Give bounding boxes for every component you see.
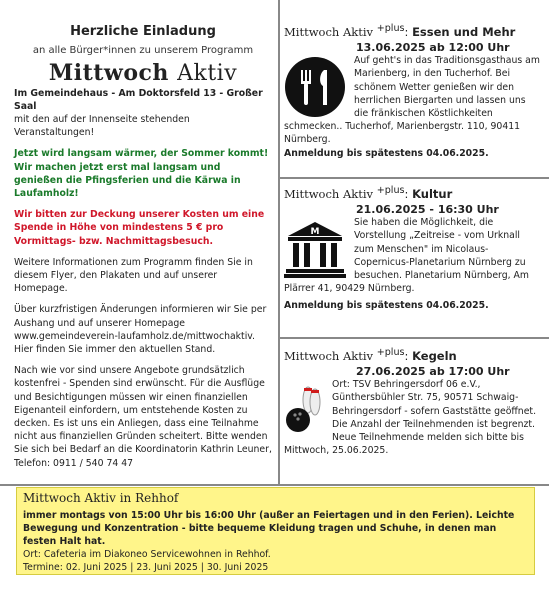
- divider-1: [280, 177, 549, 179]
- rehhof-line3: Termine: 02. Juni 2025 | 23. Juni 2025 | 30. Juni 2025: [23, 562, 269, 573]
- event-date: 21.06.2025 - 16:30 Uhr: [356, 203, 499, 217]
- fork-knife-icon: [284, 56, 346, 118]
- heading: Herzliche Einladung: [70, 24, 216, 39]
- phone: Telefon: 0911 / 540 74 47: [14, 457, 134, 469]
- location: Im Gemeindehaus - Am Doktorsfeld 13 - Großer Saal: [14, 87, 263, 112]
- deadline: Anmeldung bis spätestens 04.06.2025.: [284, 300, 489, 312]
- svg-text:M: M: [310, 227, 320, 238]
- divider-2: [280, 337, 549, 339]
- column-divider: [278, 0, 280, 485]
- rehhof-box: [16, 487, 535, 575]
- event-body: Auf geht's in das Traditionsgasthaus am Marienberg, in den Tucherhof. Bei schönem Wetter genießen wir den herrlichen Biergarten und lassen uns die fränkischen Köstlichkeiten schmecken.. Tucherhof, Marienbergstr. 110, 90411 Nürnberg.: [284, 55, 540, 146]
- event-kegeln: Mittwoch Aktiv $^{+plus}$: Kegeln 27.06.2025 ab 17:00 Uhr Ort: TSV Behringersdorf 06 e.V., Günthersbühler Str. 75, 90571 Schwaig-Behringersdorf - sofern Gaststätte geöffnet. Die Anzahl der Teilnehmenden ist begrenzt. Neue Teilnehmende melden sich bitte bis Mittwoch, 25.06.2025.: [284, 346, 542, 457]
- event-body: Sie haben die Möglichkeit, die Vorstellung „Zeitreise - vom Urknall zum Menschen" im Nicolaus-Copernicus-Planetarium Nürnberg zu besuchen. Planetarium Nürnberg, Am Plärrer 41, 90429 Nürnberg.: [284, 217, 529, 295]
- deadline: Anmeldung bis spätestens 04.06.2025.: [284, 147, 489, 159]
- donation-text: Wir bitten zur Deckung unserer Kosten um eine Spende in Höhe von mindestens 5 € pro Vormittags- bzw. Nachmittagsbesuch.: [14, 209, 265, 247]
- info-2: Über kurzfristigen Änderungen informieren wir Sie per Aushang und auf unserer Homepage www.gemeindeverein-laufamholz.de/mittwochaktiv. Hier finden Sie immer den aktuellen Stand.: [14, 304, 267, 356]
- info-1: Weitere Informationen zum Programm finden Sie in diesem Flyer, den Plakaten und auf unserer Homepage.: [14, 256, 253, 295]
- green-text: Jetzt wird langsam wärmer, der Sommer kommt! Wir machen jetzt erst mal langsam und genießen die Pfingsferien und die Kärwa in Laufamholz!: [14, 148, 269, 200]
- subheading: an alle Bürger*innen zu unserem Programm: [32, 45, 254, 57]
- divider-3: [0, 484, 549, 486]
- event-body: Ort: TSV Behringersdorf 06 e.V., Günthersbühler Str. 75, 90571 Schwaig-Behringersdorf - sofern Gaststätte geöffnet. Die Anzahl der Teilnehmenden ist begrenzt. Neue Teilnehmende melden sich bitte bis Mittwoch, 25.06.2025.: [284, 379, 537, 457]
- location-rest: mit den auf der Innenseite stehenden Veranstaltungen!: [14, 114, 190, 139]
- bowling-icon: [284, 380, 324, 436]
- event-essen: Mittwoch Aktiv $^{+plus}$: Essen und Mehr 13.06.2025 ab 12:00 Uhr Auf geht's in das Traditionsgasthaus am Marienberg, in den Tucherhof. Bei schönem Wetter genießen wir den herrlichen Biergarten und lassen uns die fränkischen Köstlichkeiten schmecken.. Tucherhof, Marienbergstr. 110, 90411 Nürnberg. Anmeldung bis spätestens 04.06.2025.: [284, 22, 542, 160]
- rehhof-title: Mittwoch Aktiv in Rehhof: [23, 491, 179, 505]
- left-column: [14, 25, 272, 470]
- info-3: Nach wie vor sind unsere Angebote grundsätzlich kostenfrei - Spenden sind erwünscht. Für die Ausflüge und Besichtigungen müssen wir einen finanziellen Eigenanteil einfordern, um entstehende Kosten zu decken. Es ist uns ein Anliegen, dass eine Teilnahme nicht aus finanziellen Gründen scheitert. Bitte wenden Sie sich bei Bedarf an die Koordinatorin Kathrin Leuner,: [14, 365, 272, 456]
- rehhof-line2: Ort: Cafeteria im Diakoneo Servicewohnen in Rehhof.: [23, 549, 271, 560]
- event-date: 13.06.2025 ab 12:00 Uhr: [356, 41, 510, 55]
- rehhof-line1: immer montags von 15:00 Uhr bis 16:00 Uhr (außer an Feiertagen und in den Ferien). Leichte Bewegung und Konzentration - bitte bequeme Kleidung tragen und Schuhe, in denen man festen Halt hat.: [23, 510, 515, 547]
- brand-logo: Mittwoch Aktiv: [48, 60, 238, 87]
- museum-icon: [284, 218, 346, 280]
- event-date: 27.06.2025 ab 17:00 Uhr: [356, 365, 510, 379]
- event-kultur: Mittwoch Aktiv $^{+plus}$: Kultur 21.06.2025 - 16:30 Uhr M Sie haben die Möglichkeit, die Vorstellung „Zeitreise - vom Urknall zum Menschen" im Nicolaus-Copernicus-Planetarium Nürnberg zu besuchen. Planetarium Nürnberg, Am Plärrer 41, 90429 Nürnberg. Anmeldung bis spätestens 04.06.2025.: [284, 184, 542, 313]
